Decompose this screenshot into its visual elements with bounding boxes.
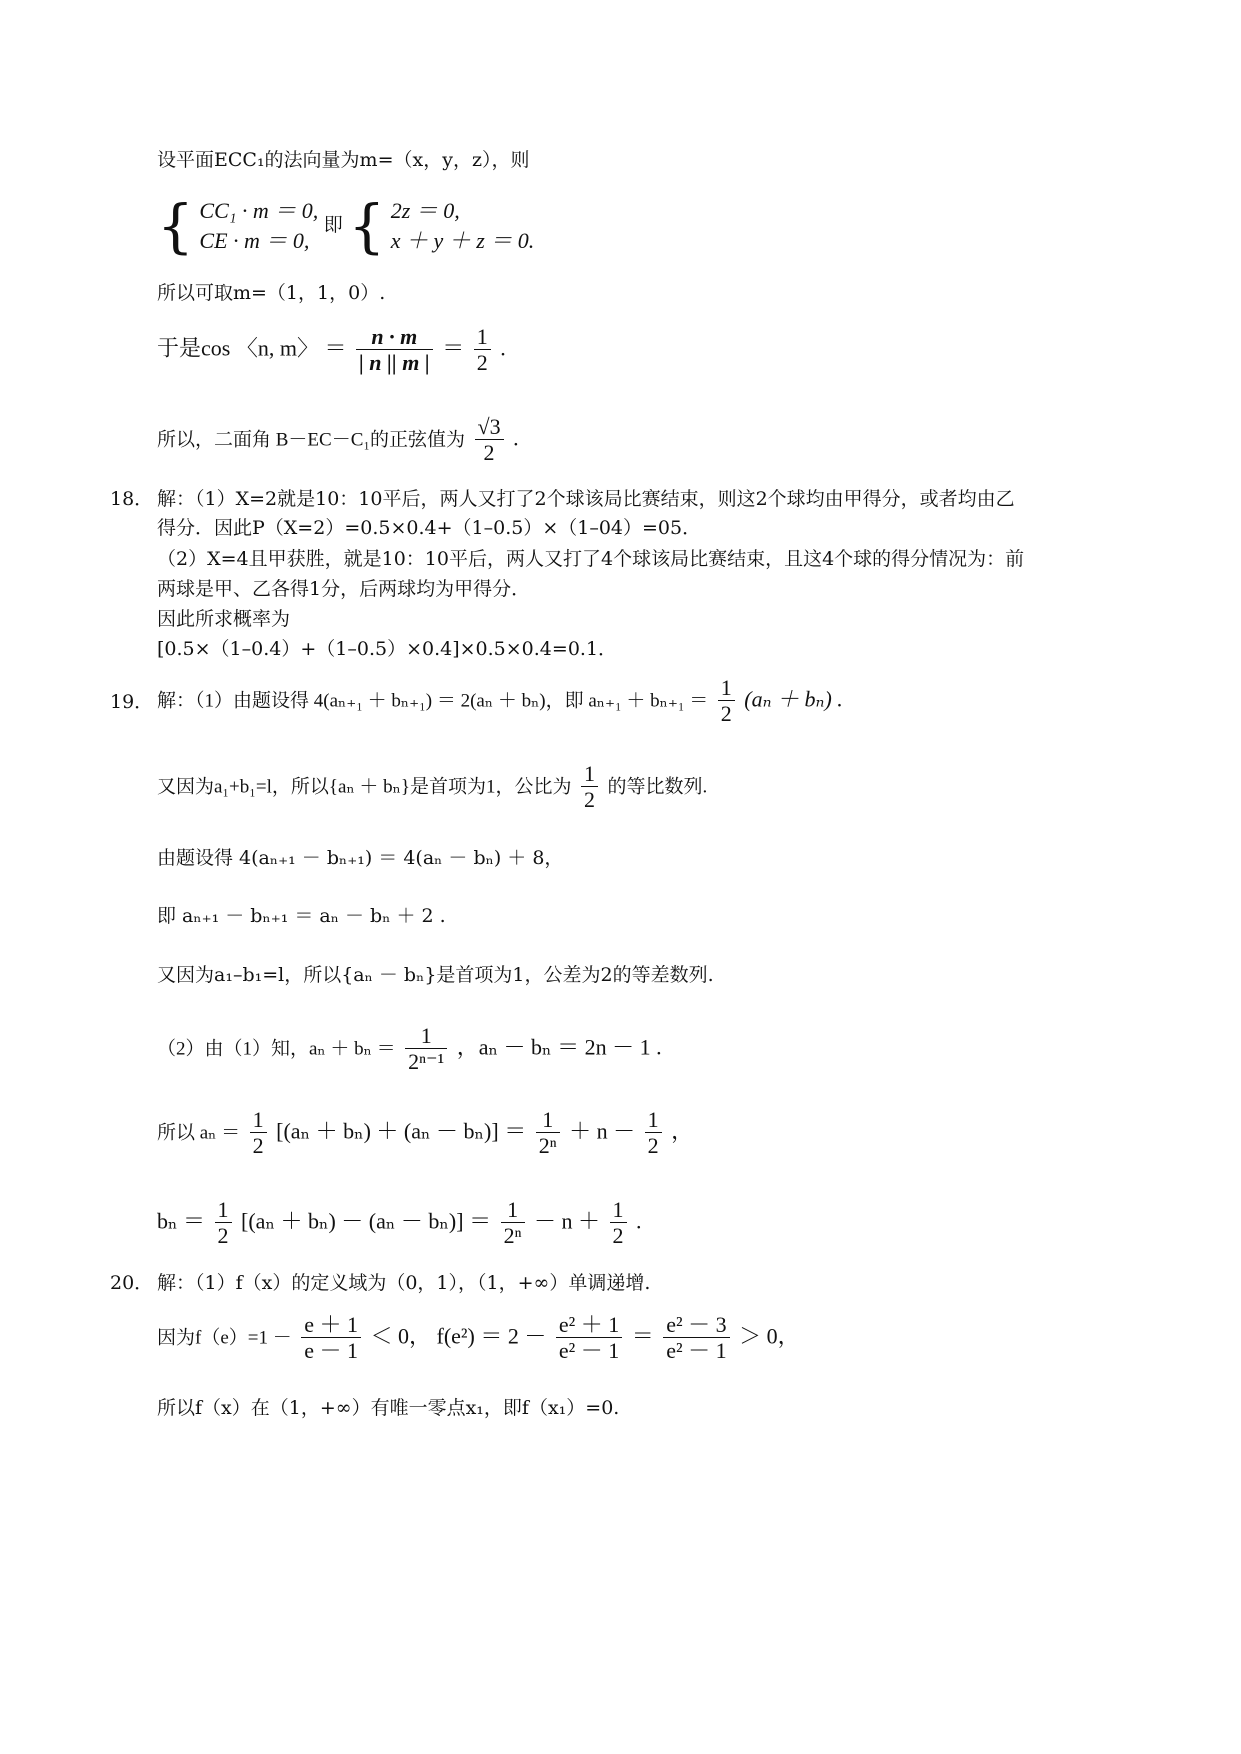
p19-l8-num: 1: [215, 1198, 232, 1223]
p19-l7-frac2: [536, 1108, 560, 1159]
p19-l7-post: ，: [671, 1118, 694, 1144]
p19-l2-post: 的等比数列.: [607, 776, 708, 798]
p19-l7-den3: 2: [647, 1133, 659, 1158]
p17-cos-formula: [157, 325, 506, 376]
p20-l2-frac1: [301, 1313, 361, 1364]
p17-sine-pre: 所以，二面角 B－EC－C₁的正弦值为: [157, 429, 465, 451]
p20-l2-post: ＞ 0，: [739, 1323, 800, 1349]
p20-l2-mid2: ＝: [631, 1323, 654, 1349]
p19-l1-num: 1: [718, 676, 735, 701]
p18-line-5: 因此所求概率为: [157, 608, 291, 630]
p19-l8-den3: 2: [612, 1223, 624, 1248]
p17-sys-left-1: CC₁ · m ＝ 0,: [199, 198, 319, 223]
p20-l2-num2: e² ＋ 1: [556, 1313, 622, 1338]
p19-l8-mid2: － n ＋: [534, 1208, 601, 1234]
p19-line-7: [157, 1108, 693, 1159]
p17-sine-den: 2: [483, 440, 495, 465]
p18-line-6: [0.5×（1–0.4）+（1–0.5）×0.4]×0.5×0.4=0.1．: [157, 638, 618, 660]
p19-l8-pre: bₙ ＝: [157, 1208, 206, 1234]
p17-cos-den2: 2: [476, 350, 488, 375]
p17-line-1: 设平面ECC₁的法向量为m=（x，y，z），则: [157, 149, 530, 171]
p20-l2-pre: 因为f（e）=1 －: [157, 1327, 292, 1349]
p19-l7-mid: [(aₙ ＋ bₙ) ＋ (aₙ － bₙ)] ＝: [276, 1118, 527, 1144]
p17-sine-post: .: [513, 425, 519, 451]
p19-line-4: 即 aₙ₊₁ － bₙ₊₁ ＝ aₙ － bₙ ＋ 2 .: [157, 905, 446, 927]
p20-number: 20．: [110, 1272, 154, 1294]
p19-l7-mid2: ＋ n －: [569, 1118, 636, 1144]
p19-l6-pre: （2）由（1）知，aₙ ＋ bₙ ＝: [157, 1038, 396, 1060]
p19-l1-fraction: [718, 676, 735, 727]
p17-cos-pre: 于是cos 〈n, m〉 ＝: [157, 335, 347, 361]
p19-l8-frac2: [501, 1198, 525, 1249]
p17-cos-den: | n || m |: [358, 350, 430, 375]
p20-l2-num3: e² － 3: [663, 1313, 729, 1338]
p17-sine-num: √3: [475, 415, 504, 440]
p20-l2-frac3: [663, 1313, 729, 1364]
p17-sine-line: [157, 415, 519, 466]
p17-system-left: [199, 196, 318, 256]
p19-l1-den: 2: [720, 701, 732, 726]
p19-l8-num2: 1: [501, 1198, 525, 1223]
p19-number: 19．: [110, 691, 154, 713]
p17-cos-result: [474, 325, 491, 376]
p19-line-3: 由题设得 4(aₙ₊₁ － bₙ₊₁) ＝ 4(aₙ － bₙ) ＋ 8，: [157, 847, 564, 869]
p19-l1-pre: 解：（1）由题设得 4(aₙ₊₁ ＋ bₙ₊₁) ＝ 2(aₙ ＋ bₙ)，即 aₙ₊₁ ＋ bₙ₊₁ ＝: [157, 690, 709, 712]
p19-l7-pre: 所以 aₙ ＝: [157, 1122, 241, 1144]
p20-line-1: 解：（1）f（x）的定义域为（0，1），（1，+∞）单调递增.: [157, 1272, 651, 1294]
p20-l2-den2: e² － 1: [558, 1338, 620, 1363]
p19-l6-fraction: [405, 1024, 447, 1075]
p18-line-4: 两球是甲、乙各得1分，后两球均为甲得分．: [157, 578, 531, 600]
p19-line-1: [157, 676, 843, 727]
p19-l8-frac3: [610, 1198, 627, 1249]
p18-line-3: （2）X=4且甲获胜，就是10：10平后，两人又打了4个球该局比赛结束，且这4个球的得分情况为：前: [157, 548, 1025, 570]
p19-l7-num3: 1: [645, 1108, 662, 1133]
p19-l8-mid: [(aₙ ＋ bₙ) － (aₙ － bₙ)] ＝: [241, 1208, 492, 1234]
p17-ji: 即: [323, 215, 343, 237]
p19-l6-num: 1: [405, 1024, 447, 1049]
p17-line-3: 所以可取m=（1，1，0）.: [157, 282, 386, 304]
p20-l2-mid: ＜ 0， f(e²) ＝ 2 －: [370, 1323, 547, 1349]
left-brace-icon: {: [348, 192, 386, 260]
p19-line-2: [157, 762, 707, 813]
p17-sys-left-2: CE · m ＝ 0,: [199, 228, 310, 253]
p20-l2-den: e － 1: [304, 1338, 358, 1363]
p17-system-right: [391, 196, 535, 256]
p17-cos-fraction: [356, 325, 433, 376]
p19-l2-fraction: [581, 762, 598, 813]
p17-cos-post: .: [500, 335, 506, 361]
p20-l2-frac2: [556, 1313, 622, 1364]
p19-l7-num2: 1: [536, 1108, 560, 1133]
p19-l6-den: 2ⁿ⁻¹: [408, 1049, 445, 1074]
p17-cos-num: n · m: [356, 325, 433, 350]
p19-l7-den2: 2ⁿ: [538, 1133, 557, 1158]
p19-l8-den: 2: [217, 1223, 229, 1248]
p19-line-6: [157, 1024, 662, 1075]
p19-l2-pre: 又因为a₁+b₁=l，所以{aₙ ＋ bₙ}是首项为1，公比为: [157, 776, 572, 798]
p19-l6-post: ，aₙ － bₙ ＝ 2n － 1 .: [456, 1034, 662, 1060]
p20-l2-den3: e² － 1: [666, 1338, 727, 1363]
p18-line-1: 解：（1）X=2就是10：10平后，两人又打了2个球该局比赛结束，则这2个球均由甲得分，或者均由乙: [157, 488, 1015, 510]
p19-l7-frac3: [645, 1108, 662, 1159]
p19-l8-num3: 1: [610, 1198, 627, 1223]
p20-line-2: [157, 1313, 800, 1364]
p20-l2-num: e ＋ 1: [301, 1313, 361, 1338]
p19-l8-post: .: [636, 1208, 642, 1234]
p17-cos-eq: ＝: [442, 335, 465, 361]
p18-number: 18．: [110, 488, 154, 510]
p17-cos-num2: 1: [474, 325, 491, 350]
p19-l1-post: (aₙ ＋ bₙ) .: [744, 686, 843, 712]
p19-l8-frac1: [215, 1198, 232, 1249]
p18-line-2: 得分．因此P（X=2）=0.5×0.4+（1–0.5）×（1–04）=05．: [157, 517, 702, 539]
p19-l7-frac1: [250, 1108, 267, 1159]
p19-l7-den: 2: [252, 1133, 264, 1158]
p19-l2-den: 2: [584, 787, 596, 812]
p17-sine-fraction: [475, 415, 504, 466]
p19-l8-den2: 2ⁿ: [503, 1223, 522, 1248]
p19-l7-num: 1: [250, 1108, 267, 1133]
p19-line-8: [157, 1198, 642, 1249]
p19-l2-num: 1: [581, 762, 598, 787]
p20-line-3: 所以f（x）在（1，+∞）有唯一零点x₁，即f（x₁）=0.: [157, 1397, 620, 1419]
p17-equation-system: [157, 192, 535, 260]
p17-sys-right-2: x ＋ y ＋ z ＝ 0.: [390, 228, 535, 253]
p17-sys-right-1: 2z ＝ 0,: [390, 198, 460, 223]
p19-line-5: 又因为a₁–b₁=l，所以{aₙ － bₙ}是首项为1，公差为2的等差数列.: [157, 964, 714, 986]
left-brace-icon: {: [157, 192, 194, 260]
